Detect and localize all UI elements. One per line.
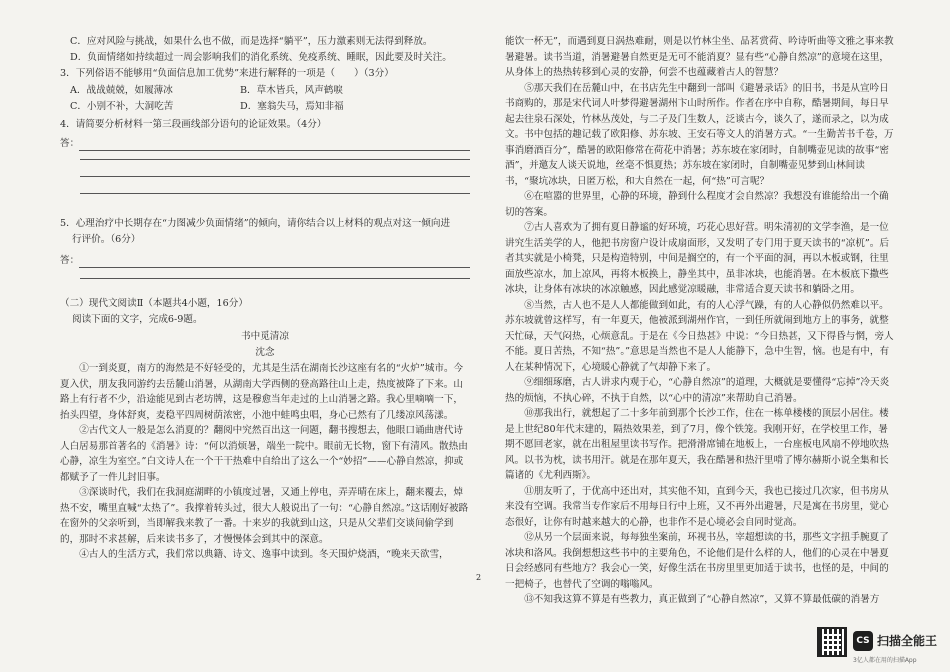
paragraph-10: ⑩那我出行，就想起了二十多年前到那个长沙工作，住在一栋单楼楼的顶层小居住。楼是上世纪80年代末建的，隔热效果差，到了7月，像个铁笼。我刚开好，在学校里工作，暑期不愿回老家，就在出租屋里读书写作。把滑滑席铺在地板上，一台座板电风扇不停地吹热风。以书为枕，读书用汗。就是在那年夏天，我在酷暑和热汗里啃了博尔赫斯小说全集和长篇诸的《尤利西斯》。 [505,408,889,481]
answer-line [80,159,470,160]
paragraph-2: ②古代文人一般是怎么消夏的？翻阅中究然百出这一问题，翻书搜想去，他眼口诵曲唐代诗人白居易那首著名的《消暑》诗：“何以消烦暑，端坐一院中。眼前无长物，窗下有清风。散热由心静，凉生为室空。”白文诗人在一个干干热难中自给出了这么一个“妙招”——心静自然凉，抑或都赋予了一件儿封旧事。 [60,425,468,483]
instruction: 阅读下面的文字，完成6-9题。 [72,314,203,325]
article-title: 书中觅清凉 [241,331,289,342]
answer-line [80,278,470,279]
paragraph-3: ③深谈时代，我们在我洞庭湖畔的小镇度过暑，又通上停电，弄弄晴在床上，翻来覆去，焯热不安，嘴里直喊“太热了”。我撑着转头过，很大人般说出了一句：“心静自然凉。”这话刚好被路在窗外的父亲听到，当即解我来教了一番。十来岁的我就到山这，只是从父辈们交谈间偷学到的，那时不求甚解，后来读书多了，才慢慢体会到其中的深意。 [60,487,469,545]
q3-option-b: B．草木皆兵，风声鹤唳 [240,85,343,96]
answer-line [80,176,470,177]
paragraph-12: ⑫从另一个层面来说，每每独坐案前，环视书丛，宰超想读的书，那些文字扭手腕夏了冰块和洛风。我倒想想这些书中的主要角色，不论他们是什么样的人，他们的心灵在中暑夏日会经感同有些地方？我会心一笑，好像生活在书房里里更加适于读书，也怪的是，中间的一把椅子，也替代了空调的嗡嗡风。 [505,532,889,590]
answer-line [79,150,470,151]
answer-area-5[interactable] [60,253,470,268]
answer-line [80,193,470,194]
option-d: D．负面情绪如持续超过一周会影响我们的消化系统、免疫系统、睡眠，因此要及时关注。 [70,52,452,63]
paragraph-4: ④古人的生活方式，我们常以典籍、诗文、逸事中读到。冬天围炉烧酒，“晚来天欲雪， [79,549,449,560]
option-c: C．应对风险与挑战，如果什么也不做，而是选择“躺平”，压力激素则无法得到释放。 [70,36,433,47]
answer-line [79,267,470,268]
answer-label: 答： [60,254,80,266]
page-number: 2 [476,573,482,582]
paragraph-8: ⑧当然，古人也不是人人都能做到如此，有的人心浮气躁，有的人心静似仍然难以平。苏东坡就曾这样写，有一年夏天，他被派到湖州作官，一到任所就闹到地方上的事务，就整天忙碌，天气闷热，心烦意乱。于是在《今日热甚》中说：“今日热甚，又下得昏与惘，旁人不能。夏日苦热，不知“热”。”意思是当然也不是人人能静下，急中生智，恼。也是有中，有人在某种情况下，心境暖心静就了气却静下来了。 [505,299,894,373]
paragraph-1: ①一到炎夏，南方的海然是不好轻受的，尤其是生活在湖南长沙这座有名的“火炉”城市。今夏入伏，朋友我同游约去岳麓山消暑，从湖南大学西侧的登高路往山上走，热度被降了下来。山路上有行者不少，沿途能见到古老坊牌，这是穆愈当年走过的上山消暑之路。我心里嘀嘀一下，抬头四望，身体舒爽，麦稳平四周树荫浓密，小池中蛙鸣虫唱，身心已然有了几缕凉风荡漾。 [60,363,464,421]
paragraph-13: ⑬不知我这算不算是有些教力，真正做到了“心静自然凉”，又算不算最低碳的消暑方 [524,594,880,605]
answer-label: 答： [60,137,80,149]
answer-area-4[interactable] [60,136,470,151]
paragraph-9: ⑨细细琢磨，古人讲求内观于心，“心静自然凉”的道理，大概就是要懂得“忘掉”冷天炎热的烦恼，不执心碎，不执于自然，以“心中的清凉”来帮助自己消暑。 [505,377,890,404]
paragraph-7: ⑦古人喜欢为了拥有夏日静谧的好环境，巧花心思好营。明朱清初的文学李渔，是一位讲究生活美学的人，他把书房窗户设计成扇面形，又发明了专门用于夏天读书的“凉杌”。后者其实就是小椅凳，只是构造特别，中间是搁空的，有一个平面的洞，再以木板或钢，往里面放些凉水，加上凉风，再将木板换上，静坐其中，虽非冰块，也能消暑。在木板底下撒些冰块，让身体有冰块的冰凉触感，因此感觉凉暖融，非常适合夏天读书和躺卧之用。 [505,222,889,295]
question-3: 3．下列俗语不能够用“负面信息加工优势”来进行解释的一项是（ ）（3分） [60,68,394,79]
q3-options-row2 [70,99,470,115]
scanner-watermark [817,627,947,665]
q3-option-c: C．小别不补，大洞吃苦 [70,101,174,112]
paragraph-6: ⑥在喧嚣的世界里，心静的环境，静到什么程度才会自然凉？我想没有谁能给出一个确切的答案。 [505,191,889,218]
question-5-line2: 行评价。（6分） [72,234,141,245]
article-body-right [505,34,897,605]
scanner-slogan: 3亿人都在用的扫描App [853,657,917,664]
question-4: 4．请简要分析材料一第三段画线部分语句的论证效果。（4分） [60,119,327,130]
q3-option-a: A．战战兢兢，如履薄冰 [70,85,173,96]
section-heading: （二）现代文阅读Ⅱ（本题共4小题，16分） [60,298,248,309]
paragraph-4-cont: 能饮一杯无”，而遇到夏日涡热难耐，则是以竹林尘坐、品茗赏荷、吟诗听曲等文雅之事来教暑避暑。读书当道，消暑避暑自然更是无可不能消夏？显有些“心静自然凉”的意境在这里，从身体上的热热转移到心灵的安静，何尝不也蕴藏着古人的智慧？ [505,36,894,78]
article-author: 沈念 [255,347,275,358]
qr-code-icon [817,627,847,657]
question-5-line1: 5．心理治疗中长期存在“力图减少负面情绪”的倾向，请你结合以上材料的观点对这一倾向进 [60,218,451,229]
paragraph-11: ⑪朋友听了，于优高中还出对，其实他不知，直到今天，我也已接过几次家，但书房从来没有空调。我常当专作家后不用每日行中上班，又不再外出避暑，尺是寓在书房里，觉心态很好，让你有时越来越大的心静，也非作不是心境必会自同时觉高。 [505,485,889,528]
paragraph-5: ⑤那天我们在岳麓山中，在书店先生中翻到一部叫《避暑录话》的旧书，书是从宣吟日书商购的，那是宋代词人叶梦得避暑湖州卞山时所作。作者在序中自称，酷暑期间，每日早起去往泉石深处，竹林丛茂处，与二子及门生数人，泛谈古今，谈久了，遂而录之，以为成文。书中包括的趣记载了欧阳修、苏东坡、王安石等文人的消暑方式。“一生勤苦书千卷，万事消磨酒百分”，酷暑的欧阳修常在荷花中消暑；苏东坡在家闭时，自制嘴壶见读的故事“密酒”，并邀友人谈天说地，丝毫不惧夏热；苏东坡在家闭时，自制嘴壶见梦到山林间读书，“聚坑冰块，日匿万松，和大自然在一起，何“热”可言呢？ [505,82,894,187]
q3-option-d: D．塞翁失马，焉知非福 [240,101,344,112]
scanner-app-name: 扫描全能王 [877,634,938,648]
camscanner-logo-icon: CS [853,631,873,651]
article-body-left [60,361,470,571]
q3-options-row1 [70,83,470,99]
